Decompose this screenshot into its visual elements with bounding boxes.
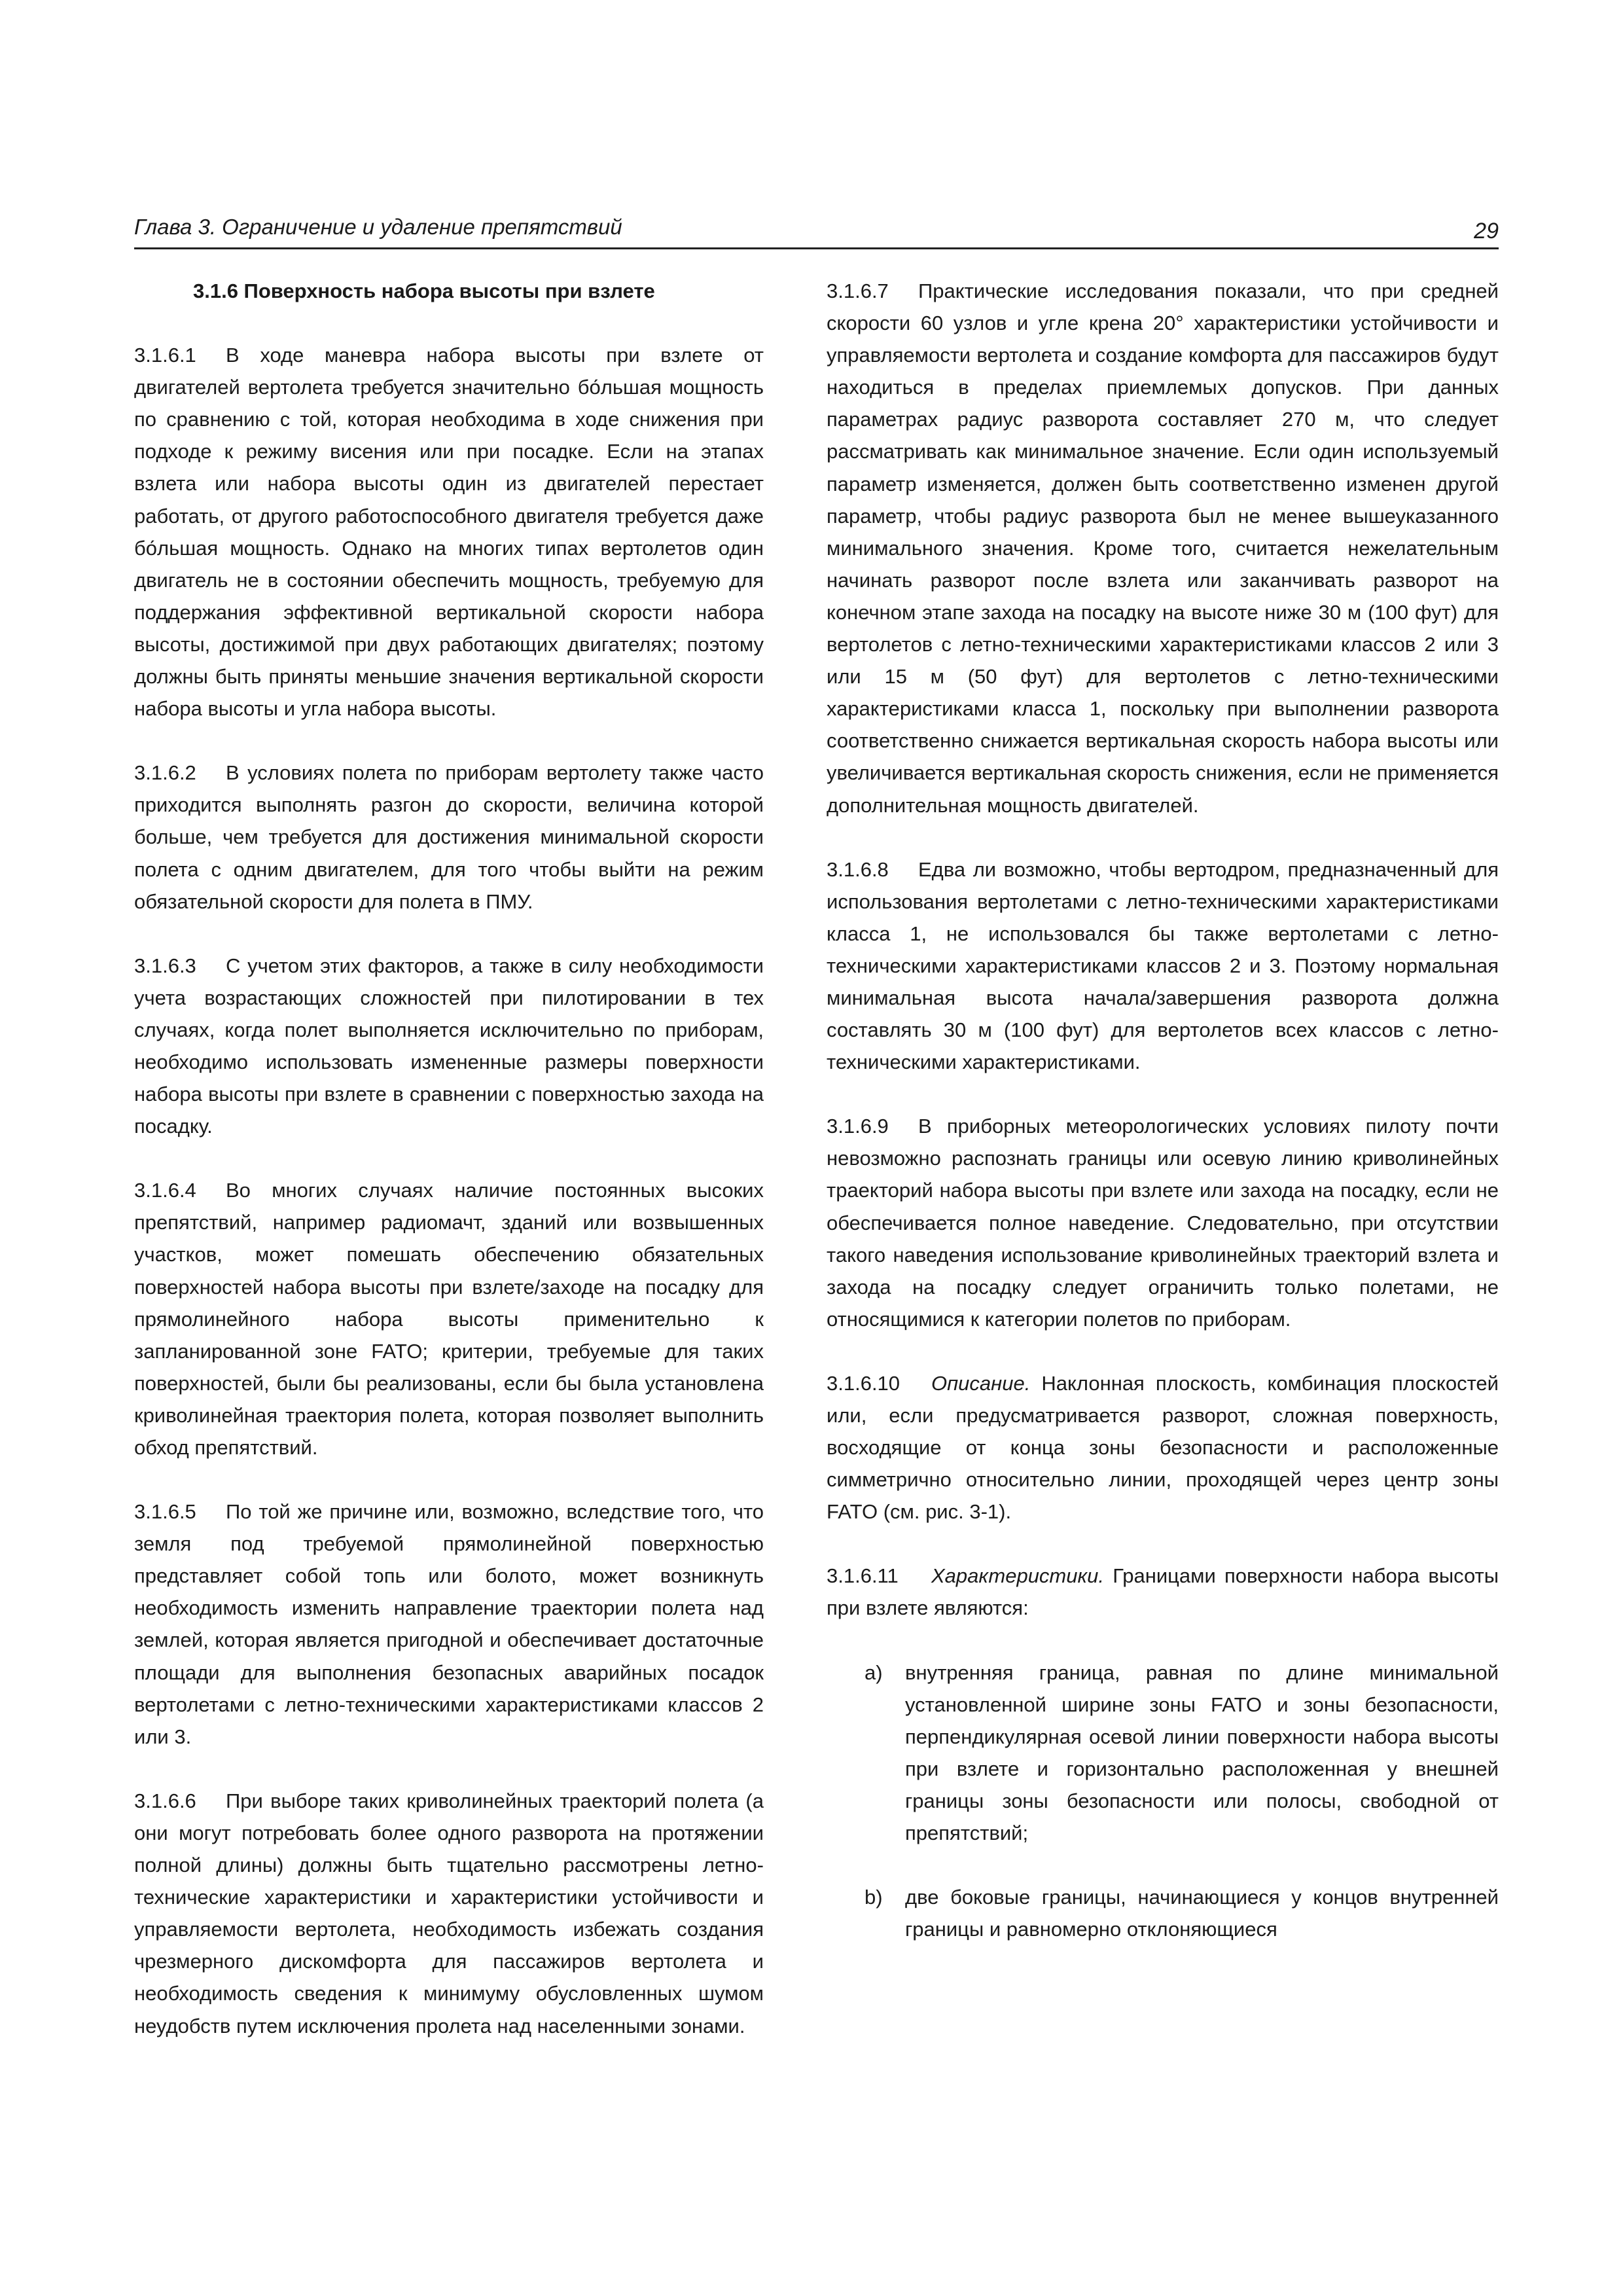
paragraph-text: Во многих случаях наличие постоянных высоких препятствий, например радиомачт, зданий или возвышенных участков, может помешать обеспечению обязательных поверхностей набора высоты при взлете/заходе на посадку для прямолинейного набора высоты применительно к запланированной зоне FATO; критерии, требуемые для таких поверхностей, были бы реализованы, если бы была установлена криволинейная траектория полета, которая позволяет выполнить обход препятствий. xyxy=(134,1179,764,1459)
page-header xyxy=(134,209,1499,249)
paragraph-number: 3.1.6.3 xyxy=(134,954,196,977)
paragraph-3-1-6-3 xyxy=(134,950,764,1143)
paragraph-3-1-6-9 xyxy=(827,1110,1499,1335)
list-item-b xyxy=(827,1881,1499,1945)
paragraph-text: По той же причине или, возможно, вследствие того, что земля под требуемой прямолинейной поверхностью представляет собой топь или болото, может возникнуть необходимость изменить направление траектории полета над землей, которая является пригодной и обеспечивает достаточные площади для выполнения безопасных аварийных посадок вертолетами с летно-техническими характеристиками классов 2 или 3. xyxy=(134,1500,764,1748)
paragraph-3-1-6-6 xyxy=(134,1785,764,2042)
paragraph-3-1-6-8 xyxy=(827,853,1499,1079)
list-item-text: внутренняя граница, равная по длине минимальной установленной ширине зоны FATO и зоны безопасности, перпендикулярная осевой линии поверхности набора высоты при взлете и горизонтально расположенная у внешней границы зоны безопасности или полосы, свободной от препятствий; xyxy=(905,1660,1499,1845)
paragraph-text: Наклонная плоскость, комбинация плоскостей или, если предусматривается разворот, сложная поверхность, восходящие от конца зоны безопасности и расположенные симметрично относительно линии, проходящей через центр зоны FATO (см. рис. 3-1). xyxy=(827,1371,1499,1524)
paragraph-text: Едва ли возможно, чтобы вертодром, предназначенный для использования вертолетами с летно-техническими характеристиками класса 1, не использовался бы также вертолетами с летно-техническими характеристиками классов 2 и 3. Поэтому нормальная минимальная высота начала/завершения разворота должна составлять 30 м (100 фут) для вертолетов всех классов с летно-техническими характеристиками. xyxy=(827,857,1499,1074)
chapter-title: Глава 3. Ограничение и удаление препятствий xyxy=(134,215,622,239)
paragraph-text: С учетом этих факторов, а также в силу необходимости учета возрастающих сложностей при пилотировании в тех случаях, когда полет выполняется исключительно по приборам, необходимо использовать измененные размеры поверхности набора высоты при взлете в сравнении с поверхностью захода на посадку. xyxy=(134,954,764,1138)
page-number: 29 xyxy=(1474,219,1499,243)
list-item-a xyxy=(827,1657,1499,1850)
list-item-text: две боковые границы, начинающиеся у концов внутренней границы и равномерно отклоняющиеся xyxy=(905,1886,1499,1941)
paragraph-3-1-6-4 xyxy=(134,1174,764,1463)
list-marker: b) xyxy=(865,1886,883,1909)
paragraph-3-1-6-10 xyxy=(827,1367,1499,1528)
paragraph-label: Описание. xyxy=(931,1371,1031,1395)
paragraph-number: 3.1.6.5 xyxy=(134,1500,196,1524)
paragraph-number: 3.1.6.11 xyxy=(827,1564,899,1588)
paragraph-number: 3.1.6.10 xyxy=(827,1371,901,1395)
paragraph-number: 3.1.6.7 xyxy=(827,279,889,302)
right-column xyxy=(827,275,1499,1977)
paragraph-3-1-6-2 xyxy=(134,757,764,917)
paragraph-text: В приборных метеорологических условиях пилоту почти невозможно распознать границы или осевую линию криволинейных траекторий набора высоты при взлете или захода на посадку, если не обеспечивается полное наведение. Следовательно, при отсутствии такого наведения использование криволинейных траекторий взлета и захода на посадку следует ограничить только полетами, не относящимися к категории полетов по приборам. xyxy=(827,1115,1499,1331)
paragraph-label: Характеристики. xyxy=(931,1564,1104,1588)
paragraph-3-1-6-7 xyxy=(827,275,1499,821)
paragraph-number: 3.1.6.1 xyxy=(134,344,196,367)
paragraph-number: 3.1.6.8 xyxy=(827,857,889,881)
paragraph-3-1-6-5 xyxy=(134,1496,764,1753)
section-title: 3.1.6 Поверхность набора высоты при взлете xyxy=(193,279,655,302)
paragraph-3-1-6-11 xyxy=(827,1560,1499,1624)
paragraph-number: 3.1.6.4 xyxy=(134,1179,196,1202)
paragraph-number: 3.1.6.6 xyxy=(134,1789,196,1812)
paragraph-text: В условиях полета по приборам вертолету также часто приходится выполнять разгон до скорости, величина которой больше, чем требуется для достижения минимальной скорости полета с одним двигателем, для того чтобы выйти на режим обязательной скорости для полета в ПМУ. xyxy=(134,761,764,913)
paragraph-text: В ходе маневра набора высоты при взлете от двигателей вертолета требуется значительно бо́льшая мощность по сравнению с той, которая необходима в ходе снижения при подходе к режиму висения или при посадке. Если на этапах взлета или набора высоты один из двигателей перестает работать, от другого работоспособного двигателя требуется даже бо́льшая мощность. Однако на многих типах вертолетов один двигатель не в состоянии обеспечить мощность, требуемую для поддержания эффективной вертикальной скорости набора высоты, достижимой при двух работающих двигателях; поэтому должны быть приняты меньшие значения вертикальной скорости набора высоты и угла набора высоты. xyxy=(134,344,764,721)
paragraph-number: 3.1.6.2 xyxy=(134,761,196,785)
left-column xyxy=(134,275,764,2074)
paragraph-number: 3.1.6.9 xyxy=(827,1115,889,1138)
list-marker: a) xyxy=(865,1660,883,1684)
paragraph-3-1-6-1 xyxy=(134,339,764,725)
paragraph-text: Границами поверхности набора высоты при взлете являются: xyxy=(827,1564,1499,1620)
paragraph-text: Практические исследования показали, что при средней скорости 60 узлов и угле крена 20° характеристики устойчивости и управляемости вертолета и создание комфорта для пассажиров будут находиться в пределах приемлемых допусков. При данных параметрах радиус разворота составляет 270 м, что следует рассматривать как минимальное значение. Если один используемый параметр изменяется, должен быть соответственно изменен другой параметр, чтобы радиус разворота был не менее вышеуказанного минимального значения. Кроме того, считается нежелательным начинать разворот после взлета или заканчивать разворот на конечном этапе захода на посадку на высоте ниже 30 м (100 фут) для вертолетов с летно-техническими характеристиками классов 2 или 3 или 15 м (50 фут) для вертолетов с летно-техническими характеристиками класса 1, поскольку при выполнении разворота соответственно снижается вертикальная скорость набора высоты или увеличивается вертикальная скорость снижения, если не применяется дополнительная мощность двигателей. xyxy=(827,279,1499,817)
paragraph-text: При выборе таких криволинейных траекторий полета (а они могут потребовать более одного разворота на протяжении полной длины) должны быть тщательно рассмотрены летно-технические характеристики и характеристики устойчивости и управляемости вертолета, необходимость избежать создания чрезмерного дискомфорта для пассажиров вертолета и необходимость сведения к минимуму обусловленных шумом неудобств путем исключения пролета над населенными зонами. xyxy=(134,1789,764,2037)
